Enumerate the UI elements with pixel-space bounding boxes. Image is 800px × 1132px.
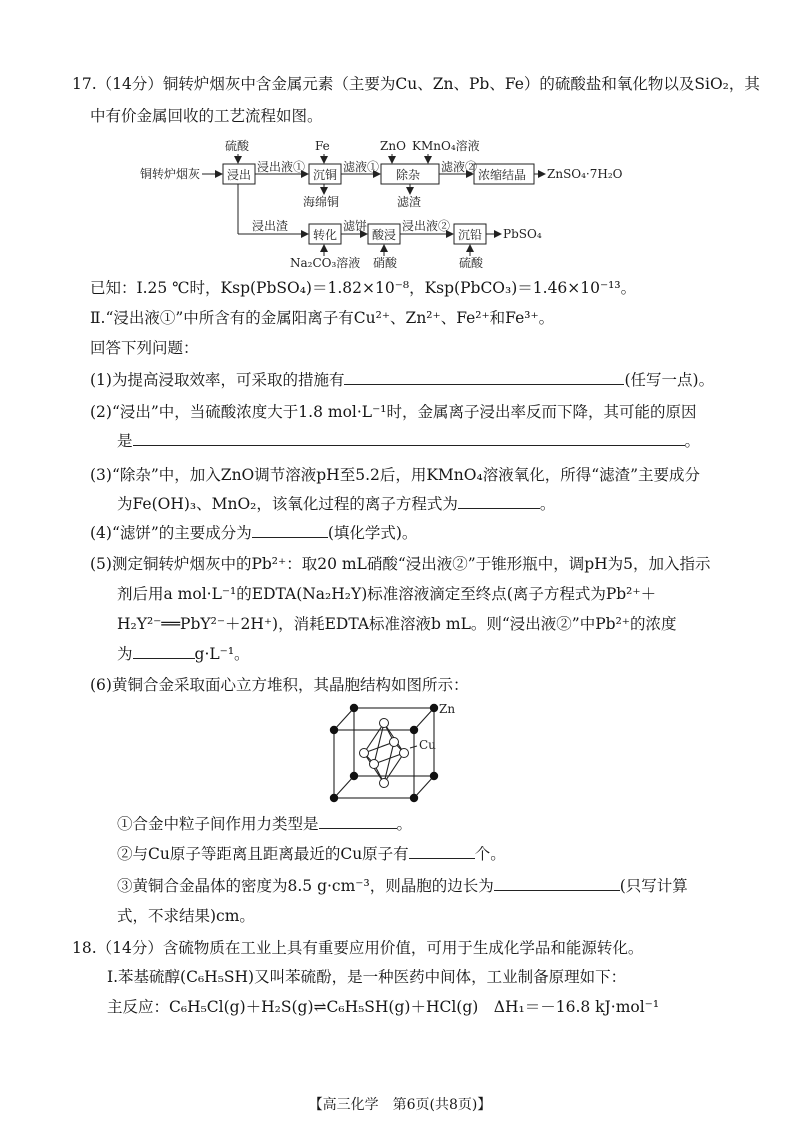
sub-question-2-line1: (2)“浸出”中，当硫酸浓度大于1.8 mol·L⁻¹时，金属离子浸出率反而下降，其可能的原因 <box>90 403 697 421</box>
q18-intro: 18.（14分）含硫物质在工业上具有重要应用价值，可用于生成化学品和能源转化。 <box>72 939 644 957</box>
sub-question-3-line2 <box>117 493 555 515</box>
flow-filter-cake: 滤饼 <box>343 219 368 233</box>
sub-question-5-line2: 剂后用a mol·L⁻¹的EDTA(Na₂H₂Y)标准溶液滴定至终点(离子方程式为Pb²⁺＋ <box>117 585 657 603</box>
sub-question-6-1-text: ①合金中粒子间作用力类型是 <box>117 815 319 833</box>
known-2: Ⅱ.“浸出液①”中所含有的金属阳离子有Cu²⁺、Zn²⁺、Fe²⁺和Fe³⁺。 <box>90 309 555 327</box>
known-1: 已知：Ⅰ.25 ℃时，Ksp(PbSO₄)＝1.82×10⁻⁸，Ksp(PbCO₃)＝1.46×10⁻¹³。 <box>90 279 637 297</box>
flow-concentrate-label: 浓缩结晶 <box>478 168 527 182</box>
answer-blank-2[interactable] <box>133 431 685 446</box>
sub-question-6-2-end: 个。 <box>474 845 506 863</box>
answer-blank-6-1[interactable] <box>319 814 397 829</box>
flow-filter-residue: 滤渣 <box>397 195 422 209</box>
sub-question-1-text: (1)为提高浸取效率，可采取的措施有 <box>90 371 345 389</box>
process-flowchart <box>140 134 700 274</box>
crystal-cu-label: Cu <box>419 738 436 752</box>
flow-kmno4: KMnO₄溶液 <box>412 139 480 153</box>
q17-intro-line2: 中有价金属回收的工艺流程如图。 <box>90 107 323 125</box>
sub-question-5-line4 <box>117 643 250 665</box>
flow-sulfuric-acid: 硫酸 <box>225 139 250 153</box>
flow-leach-label: 浸出 <box>227 168 252 182</box>
flow-raw-label: 铜转炉烟灰 <box>140 167 201 181</box>
flow-filtrate2: 滤液② <box>441 160 478 174</box>
flow-leachate1: 浸出液① <box>257 160 306 174</box>
flow-nitric-acid: 硝酸 <box>373 256 398 270</box>
flow-conversion-label: 转化 <box>313 228 338 242</box>
flow-sponge-cu: 海绵铜 <box>303 195 340 209</box>
q17-intro-line1: 17.（14分）铜转炉烟灰中含金属元素（主要为Cu、Zn、Pb、Fe）的硫酸盐和氧化物以及SiO₂，其 <box>72 75 760 93</box>
flow-zno: ZnO <box>380 139 406 153</box>
answer-blank-6-3[interactable] <box>494 876 620 891</box>
sub-question-5-line1: (5)测定铜转炉烟灰中的Pb²⁺：取20 mL硝酸“浸出液②”于锥形瓶中，调pH为5，加入指示 <box>90 555 711 573</box>
flow-copper-precip-label: 沉铜 <box>313 168 338 182</box>
sub-question-6-3-line1 <box>117 875 688 897</box>
answer-blank-1[interactable] <box>344 370 624 385</box>
flow-fe: Fe <box>315 139 330 153</box>
sub-question-1 <box>90 369 714 391</box>
sub-question-2-line2 <box>117 430 700 452</box>
sub-question-4 <box>90 522 417 544</box>
q18-reaction: 主反应：C₆H₅Cl(g)＋H₂S(g)⇌C₆H₅SH(g)＋HCl(g) ΔH₁＝－16.8 kJ·mol⁻¹ <box>107 998 660 1016</box>
flow-leachate2: 浸出液② <box>402 219 451 233</box>
sub-question-5-line3: H₂Y²⁻══PbY²⁻＋2H⁺)，消耗EDTA标准溶液b mL。则“浸出液②”中Pb²⁺的浓度 <box>117 615 677 633</box>
page-footer: 【高三化学 第6页(共8页)】 <box>308 1097 492 1113</box>
answer-blank-4[interactable] <box>252 523 328 538</box>
flow-na2co3: Na₂CO₃溶液 <box>290 256 361 270</box>
flow-leach-residue: 浸出渣 <box>252 219 289 233</box>
sub-question-4-text: (4)“滤饼”的主要成分为 <box>90 524 252 542</box>
sub-question-3-text: 为Fe(OH)₃、MnO₂，该氧化过程的离子方程式为 <box>117 495 458 513</box>
flow-lead-precip-label: 沉铅 <box>458 228 483 242</box>
sub-question-6-3-end: (只写计算 <box>619 877 688 895</box>
sub-question-6-3-line2: 式，不求结果)cm。 <box>117 907 255 925</box>
sub-question-6-2 <box>117 843 506 865</box>
sub-question-3-line1: (3)“除杂”中，加入ZnO调节溶液pH至5.2后，用KMnO₄溶液氧化，所得“滤渣”主要成分 <box>90 466 701 484</box>
sub-question-5-prefix: 为 <box>117 645 133 663</box>
flow-filtrate1: 滤液① <box>343 160 380 174</box>
crystal-unit-cell-diagram <box>320 700 470 810</box>
answer-blank-5[interactable] <box>133 644 195 659</box>
sub-question-6-1-end: 。 <box>396 815 413 833</box>
sub-question-6: (6)黄铜合金采取面心立方堆积，其晶胞结构如图所示： <box>90 676 469 694</box>
q18-part1: Ⅰ.苯基硫醇(C₆H₅SH)又叫苯硫酚，是一种医药中间体，工业制备原理如下： <box>107 968 627 986</box>
sub-question-2-end: 。 <box>684 432 701 450</box>
crystal-zn-label: Zn <box>439 702 456 716</box>
sub-question-6-3-text: ③黄铜合金晶体的密度为8.5 g·cm⁻³，则晶胞的边长为 <box>117 877 494 895</box>
flow-impurity-removal-label: 除杂 <box>396 168 421 182</box>
sub-question-3-end: 。 <box>539 495 556 513</box>
answer-blank-6-2[interactable] <box>409 844 475 859</box>
sub-question-6-1 <box>117 813 412 835</box>
flow-product-zn: ZnSO₄·7H₂O <box>547 167 623 181</box>
sub-question-1-end: (任写一点)。 <box>624 371 715 389</box>
flow-product-pb: PbSO₄ <box>503 227 542 241</box>
sub-question-4-end: (填化学式)。 <box>327 524 418 542</box>
sub-question-6-2-text: ②与Cu原子等距离且距离最近的Cu原子有 <box>117 845 409 863</box>
flow-acid-leach-label: 酸浸 <box>372 228 397 242</box>
sub-question-2-prefix: 是 <box>117 432 133 450</box>
sub-question-5-end: g·L⁻¹。 <box>194 645 250 663</box>
flow-sulfuric-acid2: 硫酸 <box>459 256 484 270</box>
answer-prompt: 回答下列问题： <box>90 339 199 357</box>
answer-blank-3[interactable] <box>458 494 540 509</box>
